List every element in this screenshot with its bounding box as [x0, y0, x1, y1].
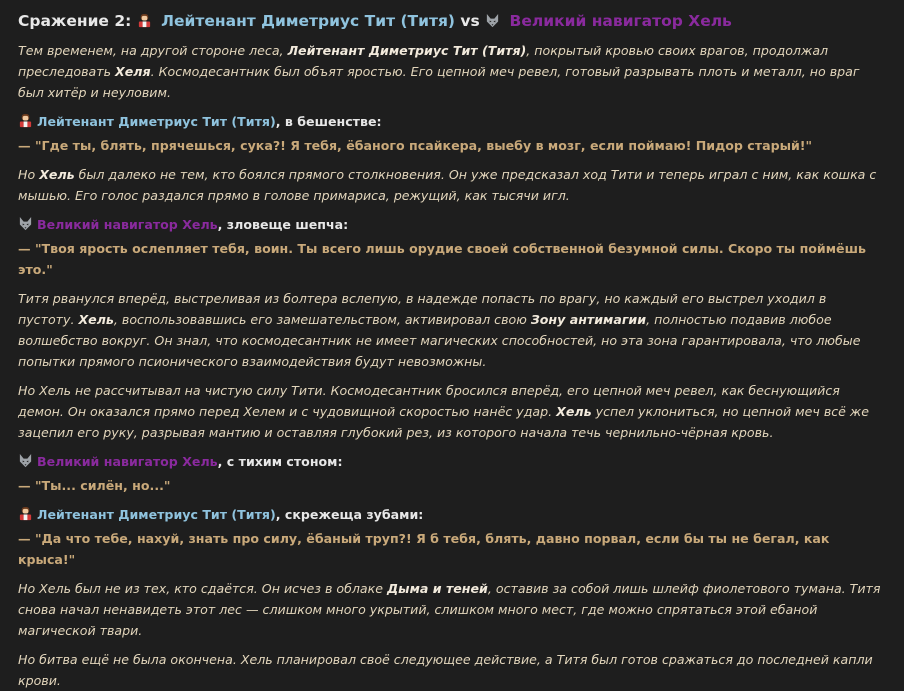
space-marine-avatar-icon: [18, 506, 33, 521]
speaker-line: [18, 111, 886, 132]
speech-quote: — "Где ты, блять, прячешься, сука?! Я тебя, ёбаного псайкера, выебу в мозг, если поймаю! Пидор старый!": [18, 138, 813, 153]
space-marine-avatar-icon: [137, 13, 152, 28]
speech-block: [18, 111, 886, 156]
narration-paragraph: [18, 288, 886, 372]
narration-emphasis: Хель: [39, 167, 75, 182]
speaker-line: [18, 214, 886, 235]
narration-text: Но Хель был не из тех, кто сдаётся. Он исчез в облаке: [18, 581, 387, 596]
speaker-manner: , скрежеща зубами:: [275, 507, 424, 522]
narration-paragraph: [18, 578, 886, 641]
speech-block: [18, 214, 886, 280]
narration-paragraph: [18, 380, 886, 443]
narration-text: Тем временем, на другой стороне леса,: [18, 43, 288, 58]
narration-text: был далеко не тем, кто боялся прямого столкновения. Он уже предсказал ход Тити и теперь играл с ним, как кошка с мышью. Его голос раздался прямо в голове примариса, режущий, как тысячи игл.: [18, 167, 877, 203]
wolf-avatar-icon: [18, 216, 33, 231]
narration-emphasis: Хеля: [115, 64, 151, 79]
narration-text: Титя рванулся вперёд, выстреливая из болтера вслепую, в надежде попасть по врагу, но каждый его выстрел уходил в пустоту.: [18, 291, 827, 327]
speaker-name: Лейтенант Диметриус Тит (Титя): [37, 507, 276, 522]
speaker-name: Великий навигатор Хель: [37, 217, 218, 232]
fighter2-name: Великий навигатор Хель: [509, 12, 732, 30]
narration-paragraph: [18, 649, 886, 691]
wolf-avatar-icon: [18, 453, 33, 468]
narration-text: успел уклониться, но цепной меч всё же зацепил его руку, разрывая мантию и оставляя глубокий рез, из которого начала течь чернильно-чёрная кровь.: [18, 404, 870, 440]
narration-text: , оставив за собой лишь шлейф фиолетового тумана. Титя снова начал ненавидеть этот лес — слишком много укрытий, слишком много мест, где можно спрятаться этой ебаной магической твари.: [18, 581, 881, 638]
narration-emphasis: Хель: [556, 404, 592, 419]
speaker-manner: , зловеще шепча:: [217, 217, 349, 232]
narration-emphasis: Зону антимагии: [530, 312, 647, 327]
battle-label: Сражение 2:: [18, 12, 132, 30]
space-marine-avatar-icon: [18, 113, 33, 128]
vs-text: vs: [460, 12, 480, 30]
narration-emphasis: Лейтенант Диметриус Тит (Титя): [287, 43, 527, 58]
speech-quote: — "Твоя ярость ослепляет тебя, воин. Ты всего лишь орудие своей собственной безумной силы. Скоро ты поймёшь это.": [18, 241, 866, 277]
speaker-line: [18, 451, 886, 472]
speaker-manner: , с тихим стоном:: [217, 454, 343, 469]
speaker-name: Великий навигатор Хель: [37, 454, 218, 469]
narration-text: Но Хель не рассчитывал на чистую силу Тити. Космодесантник бросился вперёд, его цепной меч ревел, как беснующийся демон. Он оказался прямо перед Хелем и с чудовищной скоростью нанёс удар.: [18, 383, 840, 419]
narration-paragraph: [18, 164, 886, 206]
speech-block: [18, 451, 886, 496]
narration-text: , полностью подавив любое волшебство вокруг. Он знал, что космодесантник не имеет магических способностей, но эта зона гарантировала, что любые попытки прямого псионического взаимодействия будут невозможны.: [18, 312, 861, 369]
narration-text: , воспользовавшись его замешательством, активировал свою: [113, 312, 531, 327]
narration-text: . Космодесантник был объят яростью. Его цепной меч ревел, готовый разрывать плоть и металл, но враг был хитёр и неуловим.: [18, 64, 860, 100]
narration-text: , покрытый кровью своих врагов, продолжал преследовать: [18, 43, 829, 79]
speaker-manner: , в бешенстве:: [275, 114, 382, 129]
battle-header: [18, 10, 886, 32]
fighter1-name: Лейтенант Диметриус Тит (Титя): [161, 12, 455, 30]
narration-text: Но битва ещё не была окончена. Хель планировал своё следующее действие, а Титя был готов сражаться до последней капли крови.: [18, 652, 873, 688]
speaker-line: [18, 504, 886, 525]
wolf-avatar-icon: [485, 13, 500, 28]
narration-emphasis: Хель: [78, 312, 114, 327]
speech-quote: — "Да что тебе, нахуй, знать про силу, ёбаный труп?! Я б тебя, блять, давно порвал, если бы ты не бегал, как крыса!": [18, 531, 830, 567]
speech-block: [18, 504, 886, 570]
narration-paragraph: [18, 40, 886, 103]
narration-text: Но: [18, 167, 40, 182]
speech-quote: — "Ты... силён, но...": [18, 478, 171, 493]
speaker-name: Лейтенант Диметриус Тит (Титя): [37, 114, 276, 129]
narration-emphasis: Дыма и теней: [386, 581, 488, 596]
